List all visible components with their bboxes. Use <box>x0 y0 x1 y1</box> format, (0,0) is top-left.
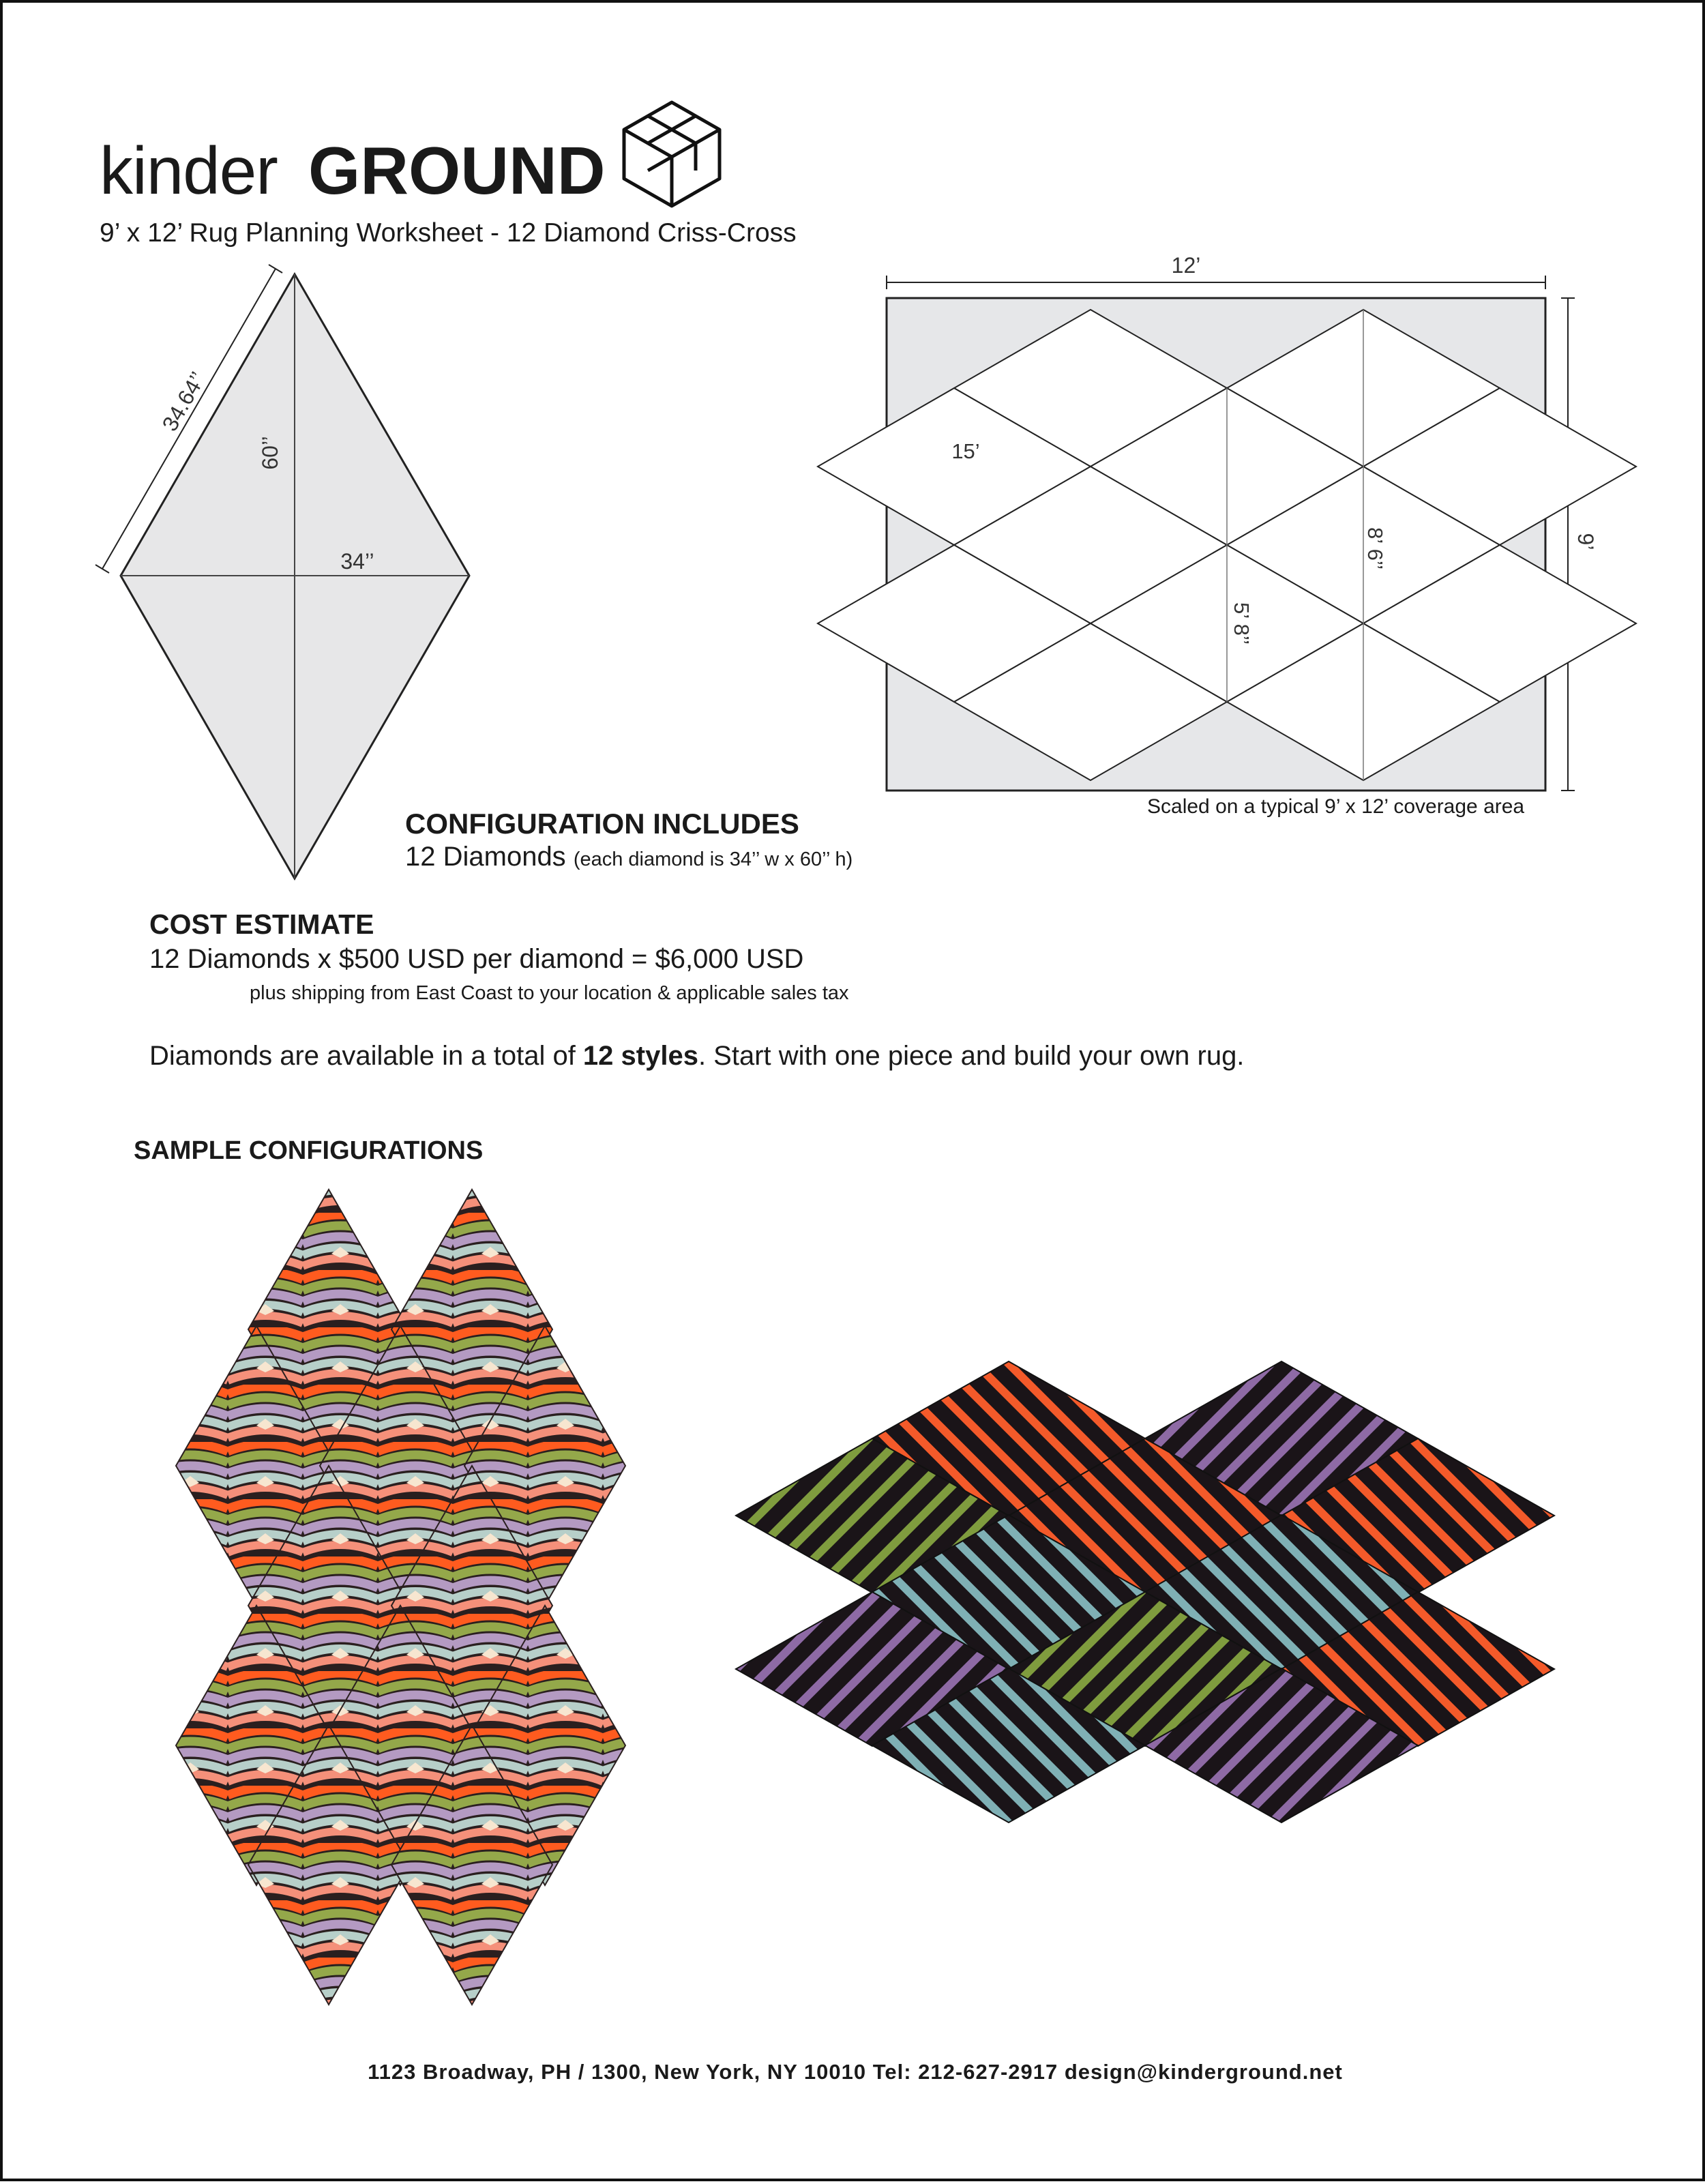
diamond-side-label: 34.64’’ <box>157 367 211 436</box>
column-span-label-2: 5’ 8’’ <box>1230 602 1254 645</box>
configuration-detail: (each diamond is 34’’ w x 60’’ h) <box>573 848 853 870</box>
styles-text-before: Diamonds are available in a total of <box>149 1041 583 1071</box>
width-dimension-label: 12’ <box>1171 253 1201 278</box>
column-span-label-1: 8’ 6’’ <box>1363 527 1387 570</box>
cost-line: 12 Diamonds x $500 USD per diamond = $6,000 USD <box>149 944 804 974</box>
sample-rugs <box>3 3 1705 2184</box>
diamond-width-label: 34’’ <box>340 549 374 574</box>
coverage-caption: Scaled on a typical 9’ x 12’ coverage area <box>1147 795 1525 818</box>
brand-name-bold: GROUND <box>308 133 606 208</box>
cost-note: plus shipping from East Coast to your location & applicable sales tax <box>250 982 849 1004</box>
configuration-count: 12 Diamonds <box>405 842 566 872</box>
styles-text-after: . Start with one piece and build your own rug. <box>698 1041 1245 1071</box>
cost-heading: COST ESTIMATE <box>149 909 374 940</box>
wave-rug-sample <box>176 1190 625 2005</box>
configuration-heading: CONFIGURATION INCLUDES <box>405 808 799 840</box>
brand-name-light: kinder <box>100 133 278 208</box>
row-span-label: 15’ <box>951 439 980 463</box>
sample-configurations-heading: SAMPLE CONFIGURATIONS <box>134 1136 484 1165</box>
height-dimension-label: 9’ <box>1573 533 1598 550</box>
styles-count: 12 styles <box>582 1041 698 1071</box>
stripe-rug-sample <box>736 1361 1554 1823</box>
contact-footer: 1123 Broadway, PH / 1300, New York, NY 10010 Tel: 212-627-2917 design@kinderground.net <box>368 2060 1343 2084</box>
worksheet-subtitle: 9’ x 12’ Rug Planning Worksheet - 12 Diamond Criss-Cross <box>100 218 797 248</box>
diamond-height-label: 60’’ <box>258 436 282 470</box>
